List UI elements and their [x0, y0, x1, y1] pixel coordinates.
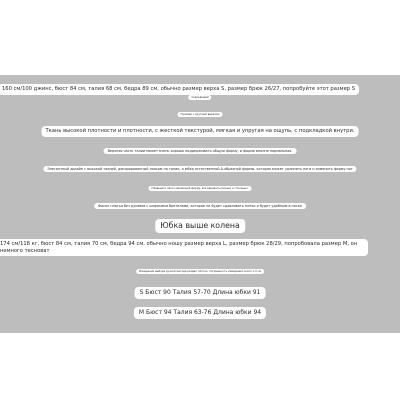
- skirt-length-label: Юбка выше колена: [155, 219, 245, 233]
- model-info-line-2: 174 см/118 кг, бюст 84 см, талия 70 см, бедра 94 см, обычно ношу размер верха L, размер брюк 28/29, попробовала размер М, он немного тесноват: [0, 239, 368, 256]
- fabric-description: Ткань высокой плотности и плотности, с жесткой текстурой, мягкая и упругая на ощупь, с подкладкой внутри.: [42, 126, 359, 137]
- design-description: Элегантный дизайн с высокой талией, декорированный поясом на талии, а юбка естественной А-образной формы, которая может удлинить ноги и изменить форму ног: [43, 166, 356, 172]
- neckline-label: Пуловер с круглым вырезом: [178, 112, 223, 117]
- model-info-line-1: 160 см/100 джинс, бюст 84 см, талия 68 см, бедра 89 см, обычно размер верха S, размер брюк 26/27, попробуйте этот размер S: [0, 84, 359, 95]
- fit-label: подходящий: [188, 95, 211, 100]
- measurement-note: Измерение выбора ручной метода раздел плотно, погрешность измерения около 1-3 см: [136, 269, 264, 274]
- sleeveless-description: Фасон платья без рукавов с широкими бретелями, которое не будет сдавливать плечи и будет удобным в носке: [94, 203, 306, 209]
- waist-description: Верхняя часть талии может очень хорошо поддерживать общую форму, и форма вполне нормальная.: [104, 148, 297, 154]
- size-m-measurements: M Бюст 94 Талия 63-76 Длина юбки 94: [134, 307, 266, 319]
- product-description-panel: [0, 75, 400, 333]
- style-note: Плавный и легко меняющий форму, все варианты разных и стильных.: [149, 186, 252, 191]
- size-s-measurements: S Бюст 90 Талия 57-70 Длина юбки 91: [135, 287, 266, 299]
